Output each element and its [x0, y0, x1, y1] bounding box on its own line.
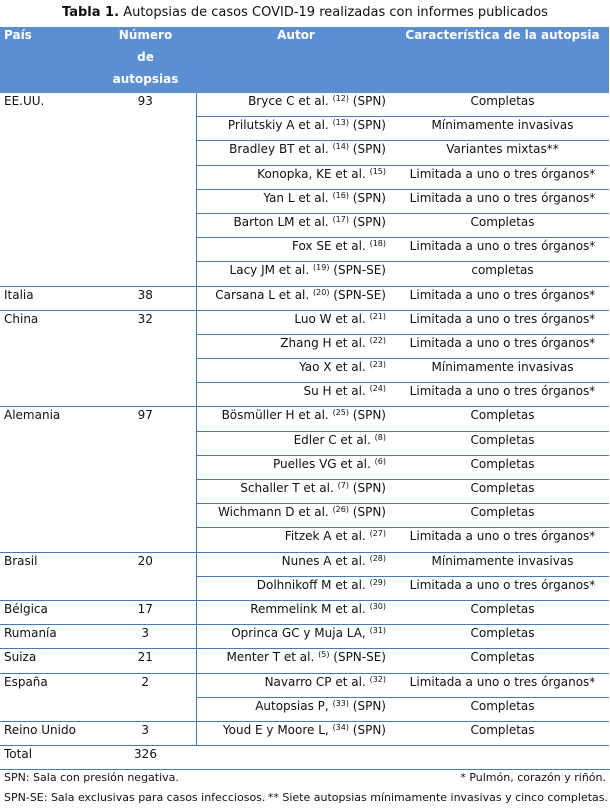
room-tag: (SPN)	[348, 190, 386, 205]
author-name: Youd E y Moore L,	[222, 722, 329, 737]
cell-pais	[0, 141, 95, 165]
caption-text: Autopsias de casos COVID-19 realizadas con informes publicados	[123, 5, 548, 20]
cell-numero: 32	[137, 311, 153, 326]
cell-numero: 38	[95, 286, 196, 310]
cell-numero	[95, 117, 196, 141]
author-name: Yao X et al.	[299, 360, 366, 375]
total-label: Total	[4, 747, 33, 762]
table-row	[0, 359, 609, 383]
cell-caracteristica: Limitada a uno o tres órganos*	[396, 310, 609, 334]
cell-autor	[196, 673, 396, 697]
cell-caracteristica: Limitada a uno o tres órganos*	[396, 165, 609, 189]
reference-number: (30)	[369, 601, 386, 611]
reference-number: (22)	[369, 335, 386, 345]
cell-autor	[196, 600, 396, 624]
cell-autor	[196, 431, 396, 455]
cell-autor	[196, 141, 396, 165]
cell-caracteristica: Completas	[396, 93, 609, 117]
cell-caracteristica: Limitada a uno o tres órganos*	[396, 673, 609, 697]
cell-numero	[95, 359, 196, 383]
cell-numero: 93	[137, 94, 153, 108]
table-row	[0, 213, 609, 237]
reference-number: (27)	[369, 529, 386, 539]
reference-number: (33)	[332, 698, 349, 708]
total-empty-autor	[196, 746, 396, 770]
cell-pais: Italia	[0, 286, 95, 310]
reference-number: (26)	[332, 505, 349, 515]
cell-autor	[196, 625, 396, 649]
cell-caracteristica: Limitada a uno o tres órganos*	[396, 334, 609, 358]
room-tag: (SPN-SE)	[329, 287, 386, 302]
cell-pais	[0, 189, 95, 213]
author-name: Remmelink M et al.	[250, 601, 366, 616]
reference-number: (16)	[332, 190, 349, 200]
author-name: Konopka, KE et al.	[257, 166, 366, 181]
author-name: Carsana L et al.	[215, 287, 310, 302]
autopsy-table	[0, 27, 609, 769]
table-row	[0, 649, 609, 673]
author-name: Autopsias P,	[255, 698, 329, 713]
author-name: Bryce C et al.	[248, 94, 329, 108]
total-value: 326	[134, 747, 157, 762]
author-name: Wichmann D et al.	[218, 505, 329, 520]
table-row	[0, 552, 609, 576]
cell-numero: 20	[137, 553, 153, 568]
cell-caracteristica: Limitada a uno o tres órganos*	[396, 528, 609, 552]
note-star: * Pulmón, corazón y riñón.	[460, 771, 606, 785]
cell-caracteristica: Completas	[396, 697, 609, 721]
note-spn: SPN: Sala con presión negativa.	[4, 771, 179, 785]
cell-numero	[95, 383, 196, 407]
note-spn-se: SPN-SE: Sala exclusivas para casos infecciosos.	[4, 791, 266, 805]
cell-caracteristica: Completas	[396, 721, 609, 745]
author-name: Fitzek A et al.	[284, 529, 366, 544]
room-tag: (SPN-SE)	[329, 263, 386, 278]
cell-autor	[196, 576, 396, 600]
cell-autor	[196, 697, 396, 721]
cell-pais	[0, 383, 95, 407]
table-row	[0, 625, 609, 649]
cell-numero	[95, 165, 196, 189]
cell-numero	[95, 455, 196, 479]
cell-pais	[0, 480, 95, 504]
cell-numero: 21	[95, 649, 196, 673]
author-name: Prilutskiy A et al.	[227, 118, 329, 133]
reference-number: (23)	[369, 360, 386, 370]
cell-numero	[95, 480, 196, 504]
cell-pais	[0, 359, 95, 383]
cell-caracteristica: Completas	[396, 600, 609, 624]
cell-pais: Rumanía	[0, 625, 95, 649]
author-name: Menter T et al.	[226, 650, 315, 665]
cell-pais	[0, 431, 95, 455]
table-row	[0, 673, 609, 697]
cell-numero	[95, 238, 196, 262]
author-name: Oprinca GC y Muja LA,	[231, 626, 366, 641]
note-double-star: ** Siete autopsias mínimamente invasivas y cinco completas.	[267, 791, 608, 805]
author-name: Su H et al.	[303, 384, 366, 399]
room-tag: (SPN)	[348, 481, 386, 495]
cell-autor	[196, 93, 396, 117]
cell-pais: Alemania	[4, 408, 61, 423]
table-header-row	[0, 27, 609, 93]
cell-caracteristica: Mínimamente invasivas	[396, 359, 609, 383]
table-row	[0, 721, 609, 745]
header-autor: Autor	[196, 27, 396, 93]
author-name: Fox SE et al.	[291, 239, 366, 254]
reference-number: (20)	[313, 287, 330, 297]
room-tag: (SPN)	[348, 698, 386, 713]
cell-caracteristica: Completas	[396, 455, 609, 479]
caption-label: Tabla 1.	[62, 5, 120, 20]
cell-numero: 3	[95, 721, 196, 745]
cell-pais	[0, 504, 95, 528]
author-name: Puelles VG et al.	[272, 456, 371, 471]
cell-autor	[196, 504, 396, 528]
cell-numero	[95, 431, 196, 455]
cell-autor	[196, 213, 396, 237]
reference-number: (7)	[337, 481, 349, 490]
cell-caracteristica: Completas	[396, 480, 609, 504]
table-row	[0, 431, 609, 455]
cell-pais	[0, 262, 95, 286]
table-row	[0, 576, 609, 600]
cell-numero	[95, 262, 196, 286]
cell-numero: 2	[141, 674, 150, 689]
cell-pais: Brasil	[4, 553, 38, 568]
reference-number: (14)	[332, 142, 349, 152]
cell-numero	[95, 528, 196, 552]
cell-pais	[0, 117, 95, 141]
cell-caracteristica: Mínimamente invasivas	[396, 552, 609, 576]
reference-number: (17)	[332, 214, 349, 224]
cell-pais	[0, 528, 95, 552]
room-tag: (SPN)	[348, 214, 386, 229]
cell-autor	[196, 359, 396, 383]
reference-number: (34)	[332, 722, 349, 732]
cell-autor	[196, 262, 396, 286]
reference-number: (15)	[369, 166, 386, 176]
table-row	[0, 117, 609, 141]
cell-numero	[95, 189, 196, 213]
author-name: Bradley BT et al.	[229, 142, 329, 157]
author-name: Edler C et al.	[293, 432, 371, 447]
table-row	[0, 141, 609, 165]
table-row	[0, 238, 609, 262]
cell-caracteristica: Limitada a uno o tres órganos*	[396, 576, 609, 600]
reference-number: (25)	[332, 408, 349, 418]
total-empty-caracteristica	[396, 746, 609, 770]
cell-autor	[196, 165, 396, 189]
table-body	[0, 93, 609, 769]
reference-number: (8)	[374, 432, 386, 442]
table-row	[0, 93, 609, 117]
reference-number: (18)	[369, 239, 386, 249]
cell-pais	[0, 455, 95, 479]
total-row	[0, 746, 609, 770]
cell-numero	[95, 334, 196, 358]
table-row	[0, 407, 609, 431]
cell-numero	[95, 697, 196, 721]
author-name: Navarro CP et al.	[264, 674, 366, 689]
cell-caracteristica: Limitada a uno o tres órganos*	[396, 383, 609, 407]
table-row	[0, 286, 609, 310]
cell-pais	[0, 238, 95, 262]
room-tag: (SPN)	[348, 118, 386, 133]
cell-autor	[196, 455, 396, 479]
table-row	[0, 189, 609, 213]
reference-number: (19)	[313, 263, 330, 273]
table-caption	[0, 0, 610, 27]
reference-number: (29)	[369, 577, 386, 587]
room-tag: (SPN)	[348, 505, 386, 520]
table-row	[0, 697, 609, 721]
author-name: Lacy JM et al.	[229, 263, 310, 278]
table-footnotes	[0, 769, 610, 810]
table-row	[0, 480, 609, 504]
table-row	[0, 504, 609, 528]
author-name: Luo W et al.	[294, 311, 366, 326]
author-name: Zhang H et al.	[280, 335, 366, 350]
reference-number: (28)	[369, 553, 386, 563]
reference-number: (32)	[369, 674, 386, 684]
cell-caracteristica: Limitada a uno o tres órganos*	[396, 238, 609, 262]
cell-numero: 3	[95, 625, 196, 649]
reference-number: (24)	[369, 384, 386, 394]
room-tag: (SPN)	[348, 142, 386, 157]
cell-caracteristica: Limitada a uno o tres órganos*	[396, 189, 609, 213]
cell-numero	[95, 576, 196, 600]
cell-autor	[196, 286, 396, 310]
cell-caracteristica: Completas	[396, 649, 609, 673]
header-numero: Número de autopsias	[95, 27, 196, 93]
table-row	[0, 455, 609, 479]
cell-autor	[196, 189, 396, 213]
room-tag: (SPN)	[348, 408, 386, 423]
cell-pais: Suiza	[0, 649, 95, 673]
cell-pais	[0, 697, 95, 721]
cell-pais	[0, 334, 95, 358]
author-name: Yan L et al.	[263, 190, 329, 205]
reference-number: (31)	[369, 626, 386, 636]
cell-pais	[0, 576, 95, 600]
cell-autor	[196, 238, 396, 262]
room-tag: (SPN-SE)	[329, 650, 386, 665]
cell-pais	[0, 165, 95, 189]
cell-caracteristica: completas	[396, 262, 609, 286]
cell-autor	[196, 528, 396, 552]
cell-pais: España	[4, 674, 48, 689]
author-name: Nunes A et al.	[281, 553, 366, 568]
cell-pais: Reino Unido	[0, 721, 95, 745]
author-name: Dolhnikoff M et al.	[256, 577, 366, 592]
room-tag: (SPN)	[348, 94, 386, 108]
cell-pais: Bélgica	[0, 600, 95, 624]
cell-caracteristica: Completas	[396, 504, 609, 528]
cell-caracteristica: Completas	[396, 213, 609, 237]
cell-numero	[95, 213, 196, 237]
cell-numero: 97	[137, 408, 153, 423]
cell-autor	[196, 310, 396, 334]
table-row	[0, 310, 609, 334]
cell-autor	[196, 552, 396, 576]
author-name: Bösmüller H et al.	[221, 408, 329, 423]
table-row	[0, 600, 609, 624]
cell-pais	[0, 213, 95, 237]
cell-autor	[196, 721, 396, 745]
table-row	[0, 334, 609, 358]
cell-caracteristica: Completas	[396, 431, 609, 455]
table-row	[0, 528, 609, 552]
header-caracteristica: Característica de la autopsia	[396, 27, 609, 93]
cell-numero	[95, 504, 196, 528]
room-tag: (SPN)	[348, 722, 386, 737]
reference-number: (13)	[332, 118, 349, 128]
cell-autor	[196, 649, 396, 673]
header-pais: País	[0, 27, 95, 93]
table-row	[0, 383, 609, 407]
cell-autor	[196, 407, 396, 431]
cell-numero	[95, 141, 196, 165]
table-row	[0, 262, 609, 286]
cell-pais: EE.UU.	[4, 94, 45, 108]
cell-caracteristica: Completas	[396, 407, 609, 431]
cell-autor	[196, 117, 396, 141]
author-name: Schaller T et al.	[240, 481, 334, 495]
author-name: Barton LM et al.	[233, 214, 329, 229]
cell-numero: 17	[95, 600, 196, 624]
reference-number: (6)	[374, 456, 386, 466]
cell-caracteristica: Limitada a uno o tres órganos*	[396, 286, 609, 310]
reference-number: (12)	[332, 94, 349, 103]
cell-autor	[196, 334, 396, 358]
cell-pais: China	[4, 311, 39, 326]
cell-caracteristica: Mínimamente invasivas	[396, 117, 609, 141]
cell-caracteristica: Completas	[396, 625, 609, 649]
cell-autor	[196, 383, 396, 407]
reference-number: (5)	[318, 650, 330, 660]
reference-number: (21)	[369, 311, 386, 321]
table-row	[0, 165, 609, 189]
cell-caracteristica: Variantes mixtas**	[396, 141, 609, 165]
cell-autor	[196, 480, 396, 504]
